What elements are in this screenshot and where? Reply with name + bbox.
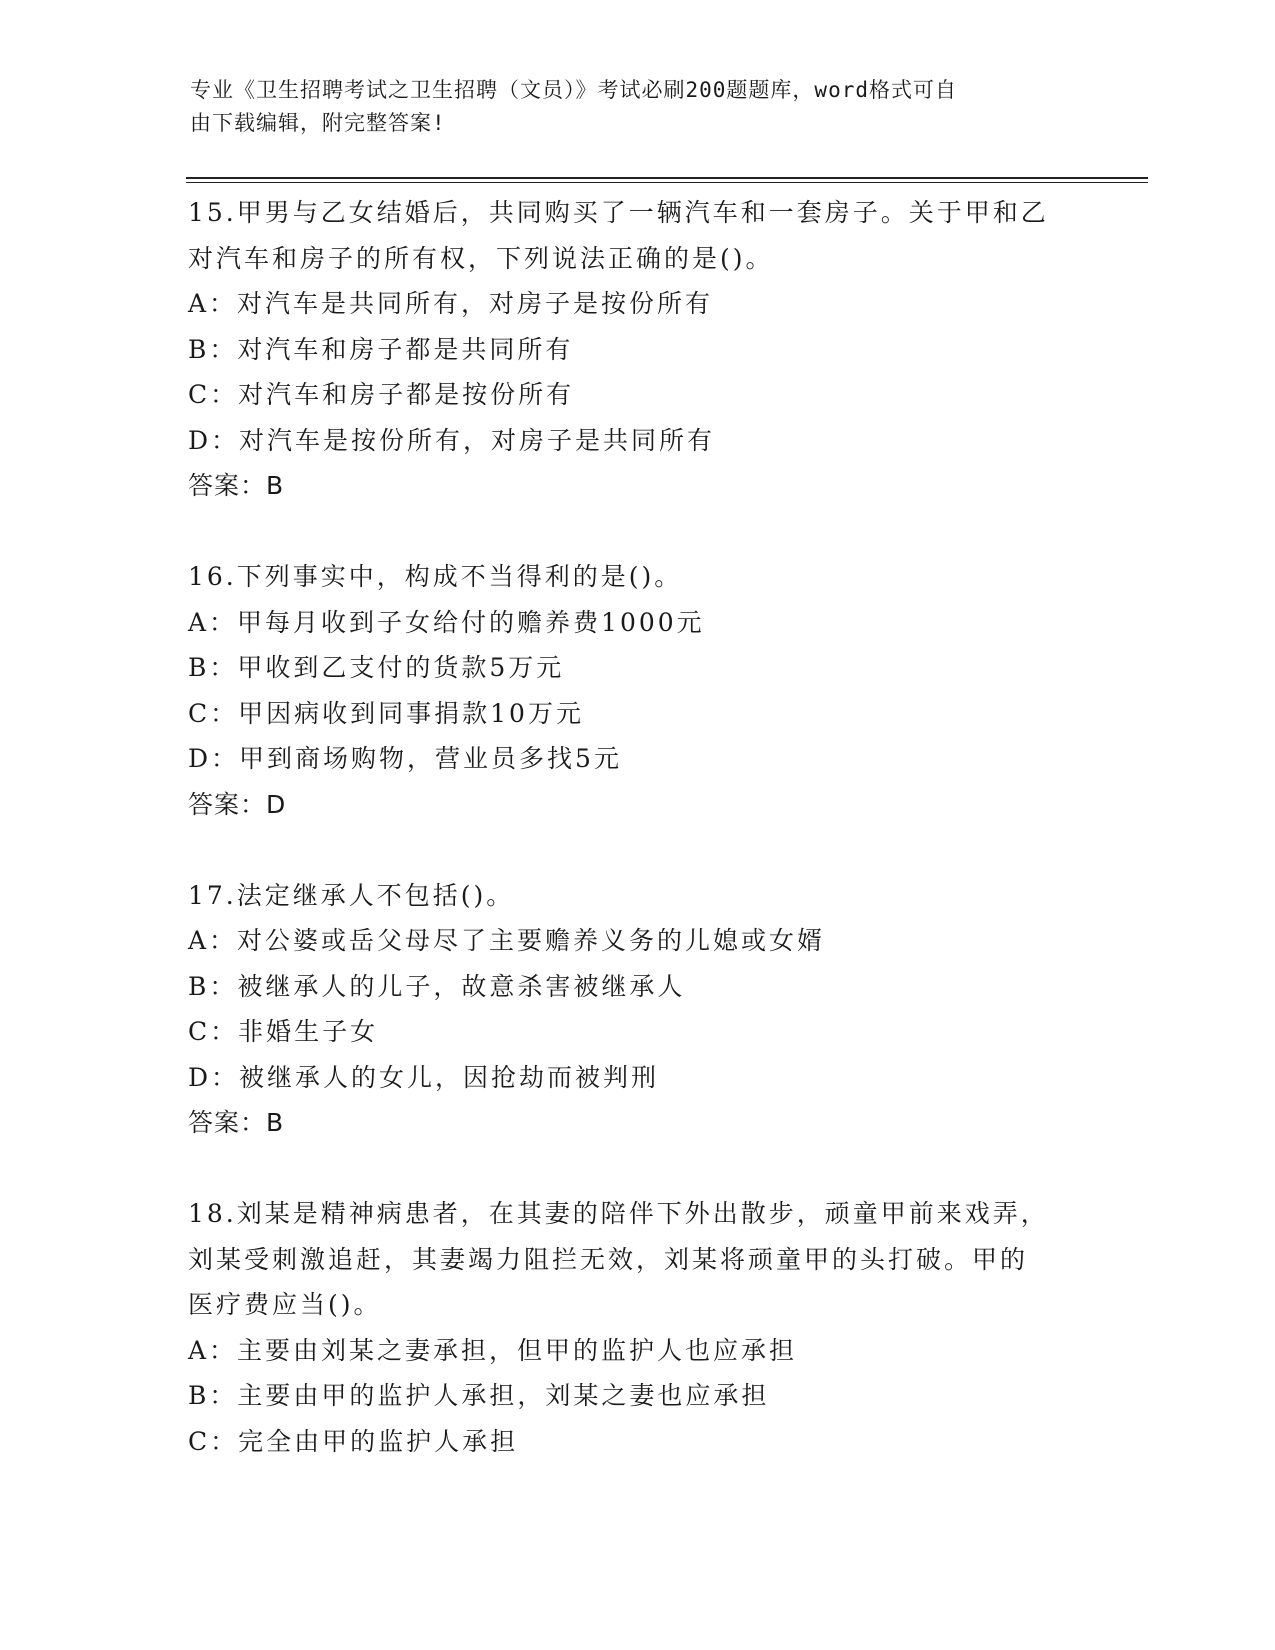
option-d: D：对汽车是按份所有，对房子是共同所有 [188, 425, 716, 455]
answer-line: 答案：D [188, 789, 287, 819]
question-15 [188, 190, 1088, 509]
document-header [190, 74, 1070, 140]
question-stem-line: 15.甲男与乙女结婚后，共同购买了一辆汽车和一套房子。关于甲和乙 [188, 198, 1049, 227]
header-line-1: 专业《卫生招聘考试之卫生招聘（文员）》考试必刷200题题库，word格式可自 [190, 78, 957, 102]
option-d: D：甲到商场购物，营业员多找5元 [188, 744, 622, 773]
question-18 [188, 1191, 1088, 1464]
question-17 [188, 873, 1088, 1146]
question-stem-line: 刘某受刺激追赶，其妻竭力阻拦无效，刘某将顽童甲的头打破。甲的 [188, 1244, 1029, 1274]
header-rule-thick [186, 177, 1148, 179]
header-rule-thin [186, 182, 1148, 183]
question-list [188, 190, 1088, 1510]
option-a: A：甲每月收到子女给付的赡养费1000元 [188, 607, 705, 637]
option-b: B：主要由甲的监护人承担，刘某之妻也应承担 [188, 1381, 770, 1410]
header-line-2: 由下载编辑，附完整答案! [190, 111, 446, 135]
option-c: C：非婚生子女 [188, 1017, 379, 1046]
question-stem-line: 16.下列事实中，构成不当得利的是()。 [188, 562, 683, 591]
answer-line: 答案：B [188, 471, 285, 500]
option-c: C：甲因病收到同事捐款10万元 [188, 698, 584, 728]
option-b: B：甲收到乙支付的货款5万元 [188, 653, 565, 682]
option-c: C：对汽车和房子都是按份所有 [188, 380, 575, 409]
option-a: A：主要由刘某之妻承担，但甲的监护人也应承担 [188, 1335, 798, 1365]
option-a: A：对汽车是共同所有，对房子是按份所有 [188, 289, 714, 318]
question-stem-line: 医疗费应当()。 [188, 1290, 382, 1319]
question-stem-line: 对汽车和房子的所有权，下列说法正确的是()。 [188, 243, 774, 273]
question-stem-line: 18.刘某是精神病患者，在其妻的陪伴下外出散步，顽童甲前来戏弄， [188, 1199, 1049, 1228]
option-c: C：完全由甲的监护人承担 [188, 1426, 519, 1456]
question-16 [188, 554, 1088, 827]
answer-line: 答案：B [188, 1108, 285, 1137]
option-b: B：被继承人的儿子，故意杀害被继承人 [188, 971, 686, 1001]
option-d: D：被继承人的女儿，因抢劫而被判刑 [188, 1062, 660, 1092]
option-a: A：对公婆或岳父母尽了主要赡养义务的儿媳或女婿 [188, 926, 826, 955]
question-stem-line: 17.法定继承人不包括()。 [188, 880, 515, 910]
option-b: B：对汽车和房子都是共同所有 [188, 334, 574, 364]
